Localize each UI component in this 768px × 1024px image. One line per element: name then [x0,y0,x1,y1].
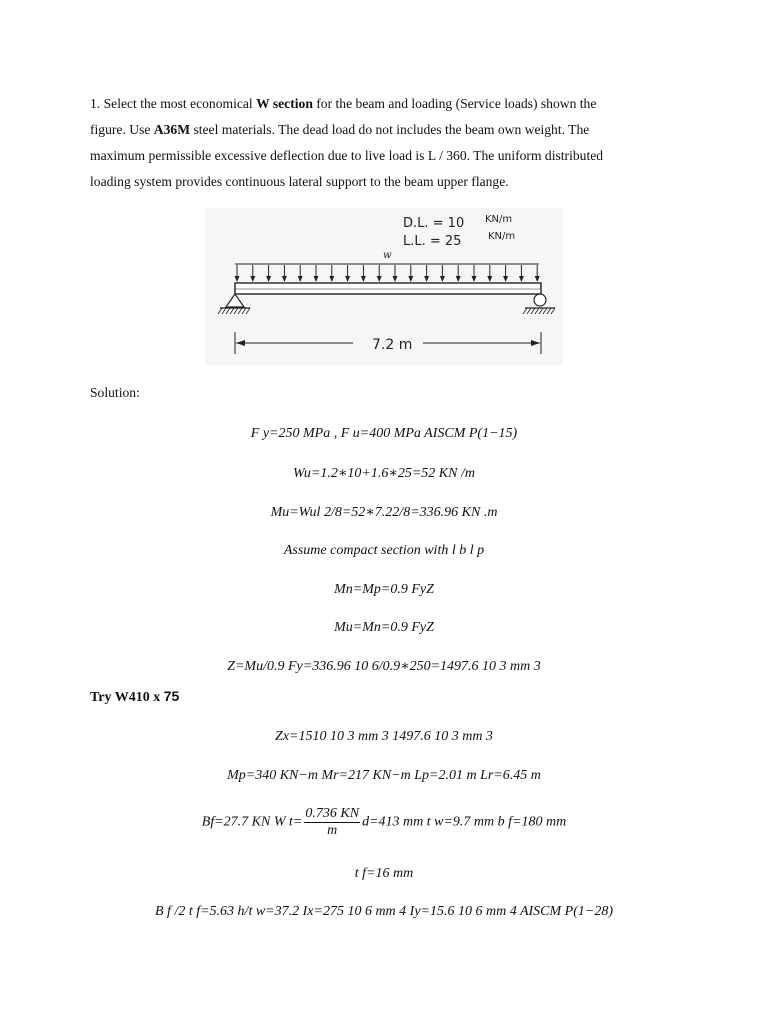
equation-flange-thickness: t f=16 mm [354,866,414,881]
equation-material: F y=250 MPa , F u=400 MPa AISCM P(1−15) [250,426,518,441]
load-arrow-head [472,276,477,282]
load-arrows [235,265,540,282]
beam-diagram [205,208,563,366]
equation-required-z: Z=Mu/0.9 Fy=336.96 10 6/0.9∗250=1497.6 10 3 mm 3 [227,659,541,674]
weight-fraction: $\frac{0.736 KN}{m}$ [305,806,360,838]
equation-nominal-moment: Mn=Mp=0.9 FyZ [334,582,434,597]
load-arrow-head [424,276,429,282]
load-arrow-head [487,276,492,282]
live-load-unit: KN/m [488,231,516,242]
load-arrow-head [345,276,350,282]
dead-load-unit: KN/m [485,214,513,225]
problem-line-1: 1. Select the most economical W section for the beam and loading (Service loads) shown the [90,96,597,111]
equation-compactness: B f /2 t f=5.63 h/t w=37.2 Ix=275 10 6 mm 4 Iy=15.6 10 6 mm 4 AISCM P(1−28) [155,904,613,919]
trial-section-heading: Try W410 x 75 [90,688,180,705]
load-arrow-head [503,276,508,282]
pin-support-icon [218,294,250,314]
load-arrow-head [266,276,271,282]
load-arrow-head [535,276,540,282]
beam [235,283,541,294]
equation-moment: Mu=Wul 2/8=52∗7.22/8=336.96 KN .m [270,505,498,520]
problem-line-4: loading system provides continuous lateral support to the beam upper flange. [90,174,509,189]
load-arrow-head [440,276,445,282]
equation-assumption: Assume compact section with l b l p [283,543,485,558]
load-arrow-head [329,276,334,282]
load-arrow-head [250,276,255,282]
roller-support-icon [523,294,555,314]
equation-zx-check: Zx=1510 10 3 mm 3 1497.6 10 3 mm 3 [275,729,493,744]
equation-design-moment: Mu=Mn=0.9 FyZ [334,620,434,635]
problem-line-2: figure. Use A36M steel materials. The dead load do not includes the beam own weight. The [90,122,590,137]
load-arrow-head [282,276,287,282]
load-arrow-head [408,276,413,282]
load-arrow-head [519,276,524,282]
equation-section-properties: Bf=27.7 KN W t= $\frac{0.736 KN}{m}$ d=413 mm t w=9.7 mm b f=180 mm [201,806,567,838]
problem-line-3: maximum permissible excessive deflection due to live load is L / 360. The uniform distributed [90,148,604,163]
beam-figure [205,208,563,366]
load-arrow-head [298,276,303,282]
equation-moment-limits: Mp=340 KN−m Mr=217 KN−m Lp=2.01 m Lr=6.45 m [227,768,541,783]
load-arrow-head [456,276,461,282]
problem-statement [90,91,690,195]
live-load-label: L.L. = 25 [403,234,462,249]
equation-factored-load: Wu=1.2∗10+1.6∗25=52 KN /m [293,466,475,481]
load-arrow-head [361,276,366,282]
load-arrow-head [377,276,382,282]
span-label: 7.2 m [372,337,413,353]
load-arrow-head [235,276,240,282]
dead-load-label: D.L. = 10 [403,216,465,231]
load-symbol: w [383,250,392,261]
solution-label: Solution: [90,385,140,400]
load-arrow-head [393,276,398,282]
load-arrow-head [314,276,319,282]
